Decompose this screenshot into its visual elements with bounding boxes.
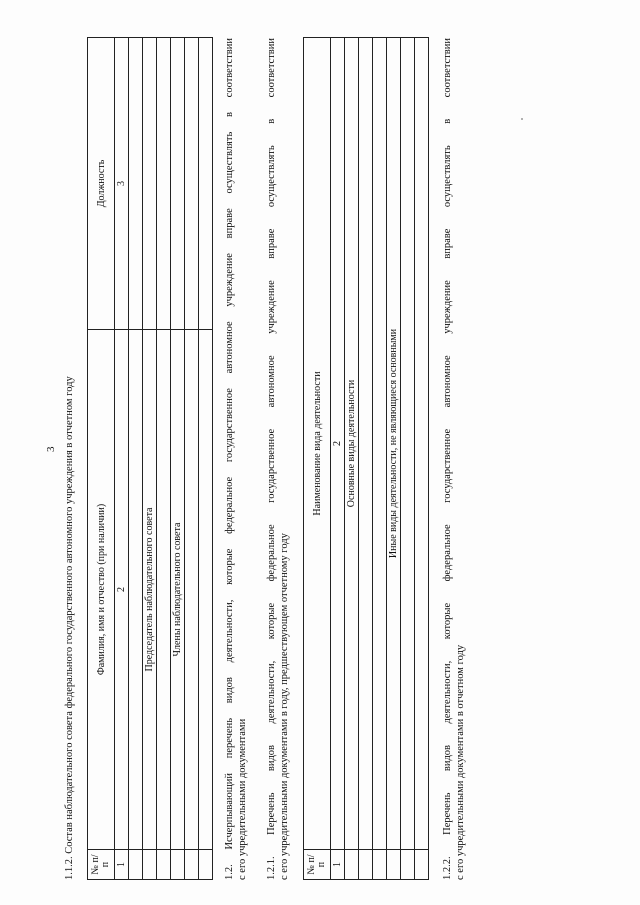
table-row	[373, 38, 387, 880]
table-header-row	[304, 38, 331, 880]
table-cell	[345, 850, 359, 880]
table-row	[199, 38, 213, 880]
table-cell	[415, 850, 429, 880]
header-number: № п/п	[88, 850, 115, 880]
table-cell	[157, 38, 171, 330]
table-cell	[401, 850, 415, 880]
section-1-2-line-1: 1.2. Исчерпывающий перечень видов деятельности, которые федеральное государственное автономное учреждение вправе осуществлять в соответствии	[224, 38, 235, 880]
scan-speck	[521, 118, 523, 120]
table-cell	[199, 850, 213, 880]
table-row	[359, 38, 373, 880]
table-cell	[373, 38, 387, 850]
table-cell	[359, 850, 373, 880]
table-row	[401, 38, 415, 880]
section-1-2-line-2: с его учредительными документами	[237, 718, 248, 880]
table-cell	[171, 38, 185, 330]
page-number: 3	[45, 446, 57, 452]
column-number-cell: 1	[331, 850, 345, 880]
header-full-name: Фамилия, имя и отчество (при наличии)	[88, 330, 115, 850]
rotated-landscape-content	[45, 20, 475, 880]
table-cell	[157, 850, 171, 880]
header-activity-name: Наименование вида деятельности	[304, 38, 331, 850]
section-1-1-2-heading: 1.1.2. Состав наблюдательного совета федерального государственного автономного учреждения в отчетном году	[64, 376, 75, 880]
section-1-2-1-line-2: с его учредительными документами в году, предшествующем отчетному году	[279, 533, 290, 880]
column-numbers-row	[331, 38, 345, 880]
activities-table	[303, 37, 429, 880]
table-header-row	[88, 38, 115, 880]
table-cell	[359, 38, 373, 850]
table-cell	[373, 850, 387, 880]
header-position: Должность	[88, 38, 115, 330]
table-cell	[387, 850, 401, 880]
table-row	[345, 38, 359, 880]
table-cell	[157, 330, 171, 850]
other-activities-label: Иные виды деятельности, не являющиеся основными	[387, 38, 401, 850]
table-cell	[185, 850, 199, 880]
table-cell	[185, 330, 199, 850]
table-row	[387, 38, 401, 880]
column-numbers-row	[115, 38, 129, 880]
table-cell	[129, 38, 143, 330]
table-row	[129, 38, 143, 880]
chairman-label: Председатель наблюдательного совета	[143, 330, 157, 850]
column-number-cell: 2	[331, 38, 345, 850]
column-number-cell: 3	[115, 38, 129, 330]
table-row	[171, 38, 185, 880]
table-cell	[199, 330, 213, 850]
table-cell	[401, 38, 415, 850]
table-row	[143, 38, 157, 880]
supervisory-board-table	[87, 37, 213, 880]
table-cell	[143, 38, 157, 330]
section-1-2-1-line-1: 1.2.1. Перечень видов деятельности, которые федеральное государственное автономное учреждение вправе осуществлять в соответствии	[266, 38, 277, 880]
table-row	[157, 38, 171, 880]
column-number-cell: 2	[115, 330, 129, 850]
table-row	[415, 38, 429, 880]
section-1-2-2-line-2: с его учредительными документами в отчетном году	[455, 644, 466, 880]
section-1-2-2-line-1: 1.2.2. Перечень видов деятельности, которые федеральное государственное автономное учреждение вправе осуществлять в соответствии	[442, 38, 453, 880]
table-row	[185, 38, 199, 880]
table-cell	[129, 330, 143, 850]
table-cell	[129, 850, 143, 880]
header-number: № п/п	[304, 850, 331, 880]
members-label: Члены наблюдательного совета	[171, 330, 185, 850]
column-number-cell: 1	[115, 850, 129, 880]
table-cell	[199, 38, 213, 330]
table-cell	[185, 38, 199, 330]
table-cell	[171, 850, 185, 880]
table-cell	[415, 38, 429, 850]
table-cell	[143, 850, 157, 880]
main-activities-label: Основные виды деятельности	[345, 38, 359, 850]
